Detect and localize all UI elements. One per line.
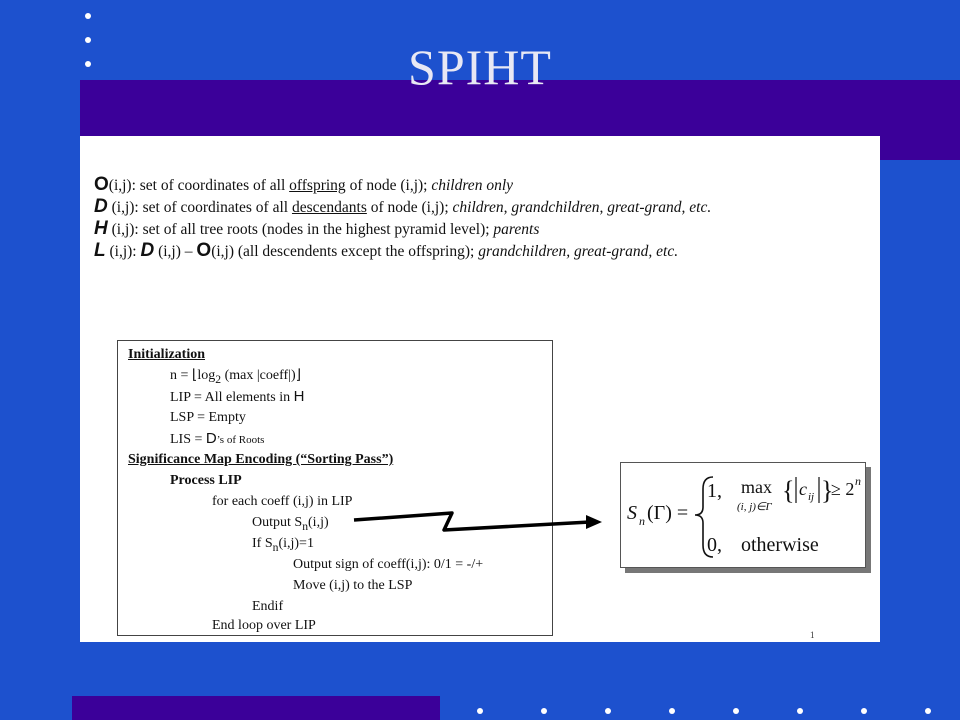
- bottom-band: [72, 696, 440, 720]
- definition-symbol: O: [94, 174, 109, 195]
- algo-subscript: n: [272, 540, 279, 554]
- definition-text: (i,j) (all descendents except the offspring);: [211, 243, 479, 260]
- algo-text: If S: [252, 536, 273, 551]
- otherwise-label: otherwise: [741, 534, 819, 556]
- decor-dot: [669, 708, 675, 714]
- brace-right: }: [821, 476, 834, 505]
- algo-line-move: Move (i,j) to the LSP: [293, 578, 413, 593]
- case1-value: 1,: [707, 480, 722, 502]
- definition-keyword: descendants: [291, 199, 367, 216]
- formula-graphic: [621, 463, 865, 567]
- definition-symbol: L: [94, 240, 106, 261]
- definition-text: of node (i,j);: [345, 177, 432, 194]
- decor-dot: [85, 13, 91, 19]
- algo-text: n = ⌊log: [170, 368, 216, 383]
- page-number: 1: [810, 630, 815, 640]
- definition-note: parents: [493, 221, 540, 238]
- significance-formula: [620, 462, 866, 568]
- algo-text: LIP = All elements in: [170, 390, 294, 405]
- decor-dot: [85, 61, 91, 67]
- decor-dot: [797, 708, 803, 714]
- algo-text: LIS =: [170, 432, 206, 447]
- definition-text: (i,j): set of coordinates of all: [108, 177, 290, 194]
- definition-text: (i,j) –: [154, 243, 197, 260]
- definition-note: grandchildren, great-grand, etc.: [478, 243, 679, 260]
- exponent: n: [855, 474, 861, 488]
- definition-symbol: H: [94, 218, 108, 239]
- decor-dot: [925, 708, 931, 714]
- algo-text: Output S: [252, 515, 303, 530]
- definition-text: (i,j): set of coordinates of all: [107, 199, 292, 216]
- definition-text: of node (i,j);: [366, 199, 453, 216]
- decor-dot: [733, 708, 739, 714]
- formula-s-sub: n: [639, 514, 645, 528]
- definition-note: children, grandchildren, great-grand, etc.: [452, 199, 712, 216]
- definition-symbol: D: [94, 196, 108, 217]
- formula-s: S: [627, 502, 637, 524]
- algo-line-end-loop: End loop over LIP: [212, 618, 316, 633]
- decor-dot: [605, 708, 611, 714]
- definition-text: (i,j): set of all tree roots (nodes in the highest pyramid level);: [107, 221, 494, 238]
- algo-text: (i,j)=1: [278, 536, 314, 551]
- c-sub: ij: [808, 491, 815, 503]
- definition-keyword: offspring: [289, 177, 346, 194]
- algo-line-process-lip: Process LIP: [170, 473, 242, 488]
- max-label: max: [741, 477, 772, 497]
- algo-subscript: n: [302, 519, 309, 533]
- init-heading: Initialization: [128, 347, 206, 362]
- algo-text: (max |coeff|)⌋: [221, 368, 302, 383]
- arrow-head: [586, 515, 602, 529]
- algo-subscript: 2: [215, 372, 222, 386]
- brace-left: {: [782, 476, 795, 505]
- formula-lhs-arg: (Γ) =: [647, 502, 689, 524]
- algo-line-for-each: for each coeff (i,j) in LIP: [212, 494, 353, 509]
- case2-value: 0,: [707, 534, 722, 556]
- algo-text: ’s of Roots: [216, 434, 265, 446]
- definition-note: children only: [431, 177, 513, 194]
- algo-symbol: D: [205, 430, 217, 447]
- decor-dot: [85, 37, 91, 43]
- algo-line-endif: Endif: [252, 599, 284, 614]
- slide-title: SPIHT: [408, 39, 552, 95]
- max-sub: (i, j)∈Γ: [737, 501, 772, 513]
- algo-text: (i,j): [308, 515, 329, 530]
- decor-dot: [541, 708, 547, 714]
- decor-dot: [477, 708, 483, 714]
- definition-symbol: D: [140, 240, 155, 261]
- c-label: c: [799, 479, 807, 499]
- decor-dot: [861, 708, 867, 714]
- slide-content: [80, 136, 880, 642]
- algo-line-lsp-init: LSP = Empty: [170, 410, 246, 425]
- arrow-line: [354, 513, 590, 530]
- map-heading: Significance Map Encoding (“Sorting Pass”): [128, 452, 394, 467]
- rel-text: ≥ 2: [831, 479, 855, 499]
- definition-symbol: O: [196, 240, 212, 261]
- algo-symbol: H: [293, 388, 305, 405]
- definition-text: (i,j):: [105, 243, 141, 260]
- algo-line-output-sign: Output sign of coeff(i,j): 0/1 = -/+: [293, 557, 484, 572]
